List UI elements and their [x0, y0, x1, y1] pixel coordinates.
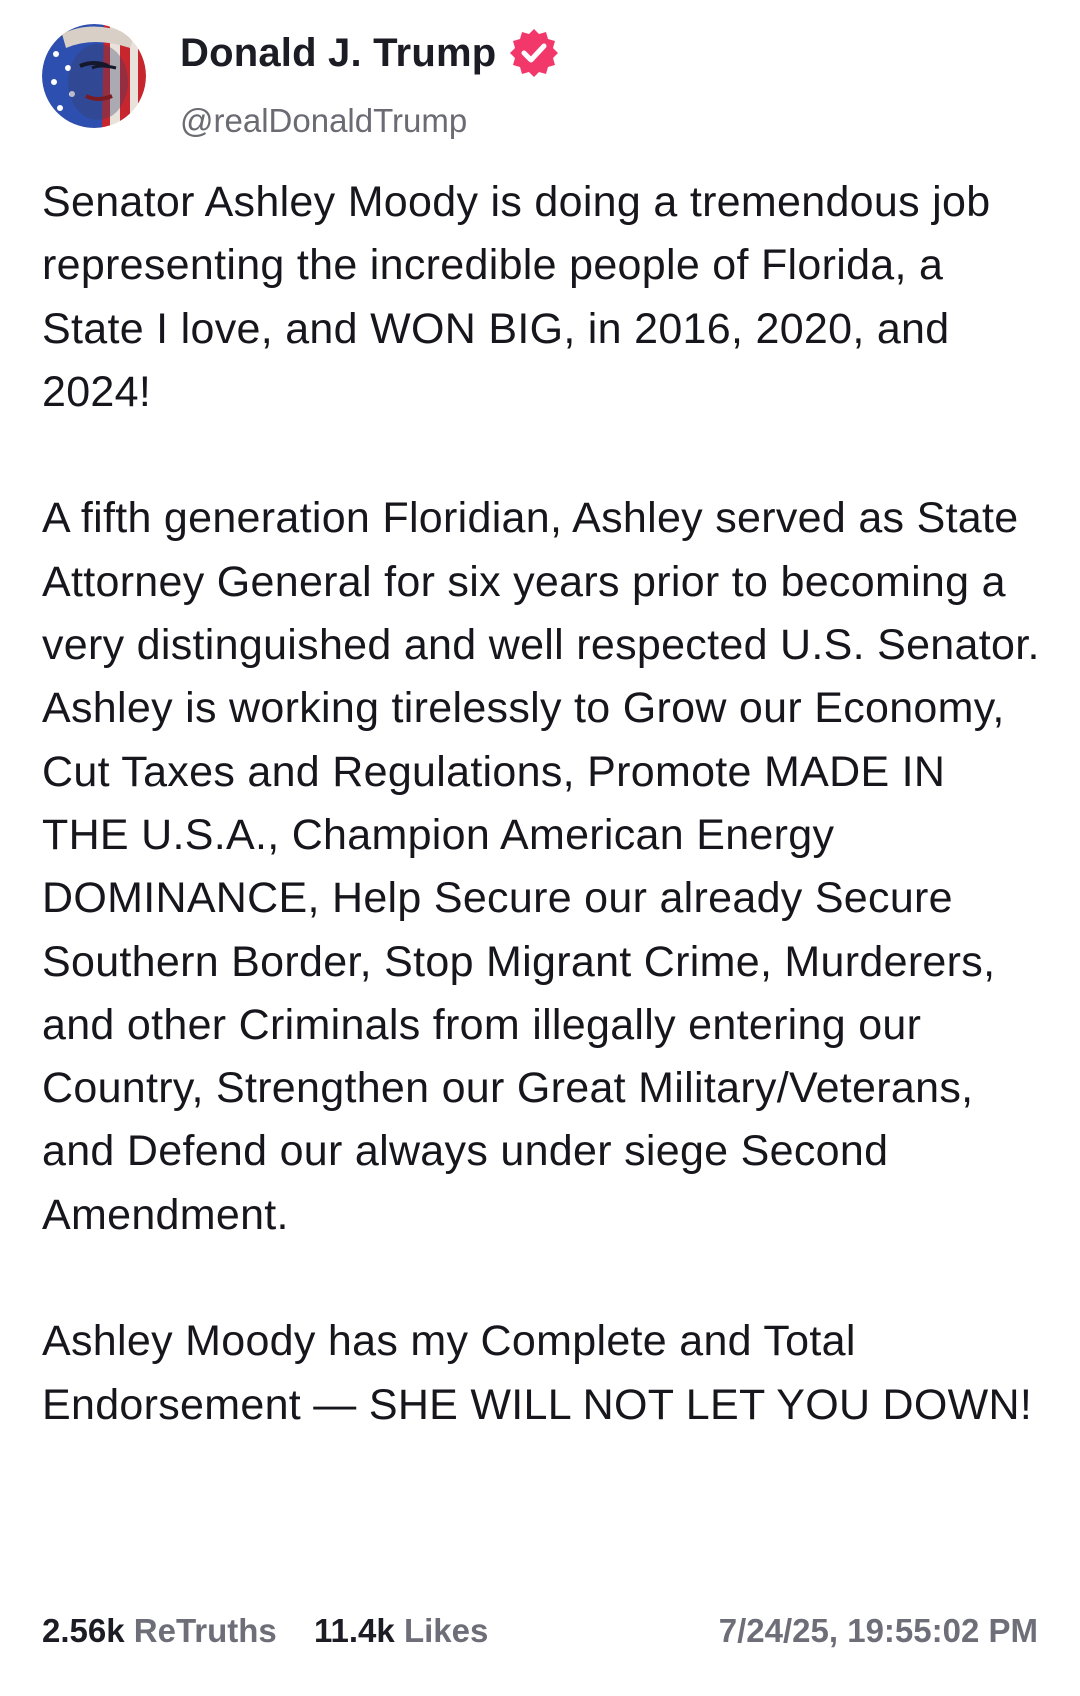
post-text	[42, 171, 1042, 1437]
retruths-label: ReTruths	[133, 1612, 277, 1649]
post-timestamp[interactable]: 7/24/25, 19:55:02 PM	[718, 1612, 1038, 1649]
author-name-row	[180, 26, 560, 80]
likes-count: 11.4k	[314, 1612, 395, 1649]
author-display-name[interactable]: Donald J. Trump	[180, 30, 497, 75]
likes-label: Likes	[403, 1612, 489, 1649]
post-stats-bar	[42, 1607, 1038, 1655]
author-handle[interactable]: @realDonaldTrump	[180, 102, 468, 139]
post-paragraph: Senator Ashley Moody is doing a tremendous job representing the incredible people of Florida, a State I love, and WON BIG, in 2016, 2020, and 2024!	[42, 178, 991, 416]
verified-badge-icon	[508, 27, 560, 79]
retruths-stat[interactable]	[42, 1607, 277, 1655]
post-header	[42, 24, 1042, 139]
avatar[interactable]	[42, 24, 146, 128]
retruths-count: 2.56k	[42, 1612, 125, 1649]
post-paragraph: A fifth generation Floridian, Ashley served as State Attorney General for six years prior to becoming a very distinguished and well respected U.S. Senator. Ashley is working tirelessly to Grow our Economy, Cut Taxes and Regulations, Promote MADE IN THE U.S.A., Champion American Energy DOMINANCE, Help Secure our already Secure Southern Border, Stop Migrant Crime, Murderers, and other Criminals from illegally entering our Country, Strengthen our Great Military/Veterans, and Defend our always under siege Second Amendment.	[42, 494, 1040, 1239]
avatar-image	[42, 24, 146, 128]
likes-stat[interactable]	[314, 1607, 488, 1655]
post-paragraph: Ashley Moody has my Complete and Total Endorsement — SHE WILL NOT LET YOU DOWN!	[42, 1317, 1033, 1429]
